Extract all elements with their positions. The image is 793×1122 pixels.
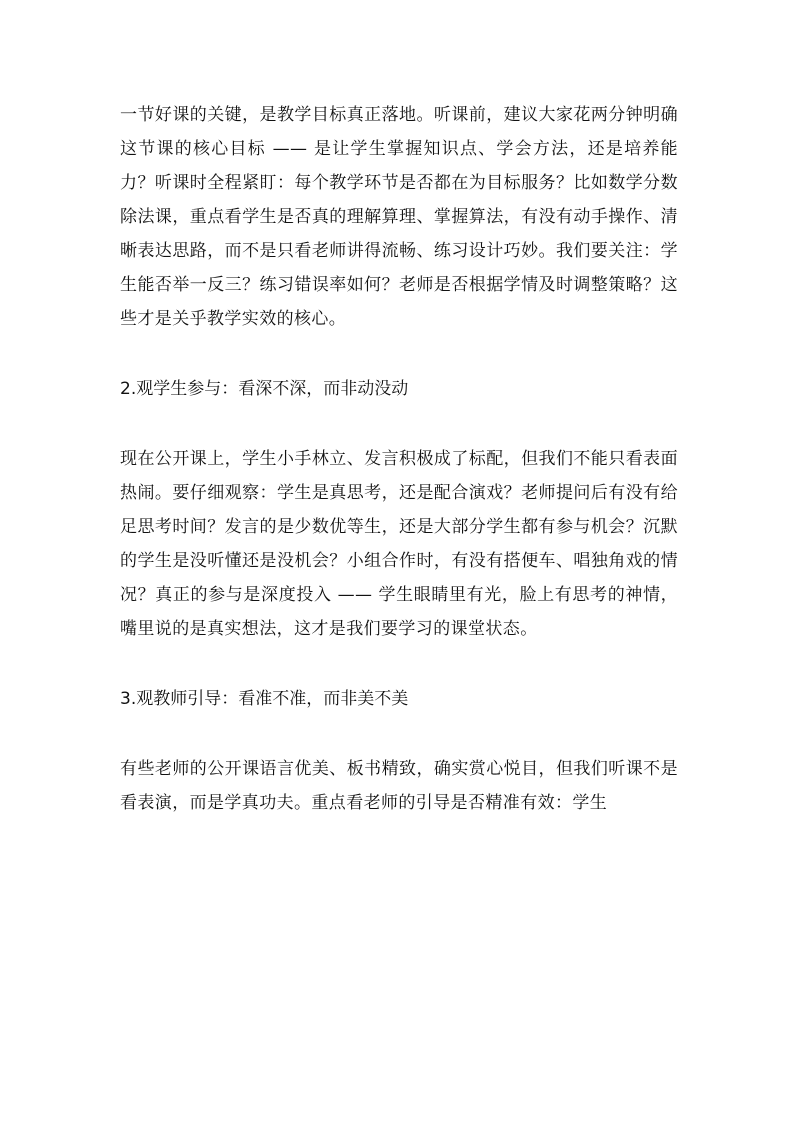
- spacer: [120, 336, 678, 372]
- paragraph-teaching-goals: 一节好课的关键，是教学目标真正落地。听课前，建议大家花两分钟明确这节课的核心目标 —— 是让学生掌握知识点、学会方法，还是培养能力？听课时全程紧盯：每个教学环节是否都在为目标服务？比如数学分数除法课，重点看学生是否真的理解算理、掌握算法，有没有动手操作、清晰表达思路，而不是只看老师讲得流畅、练习设计巧妙。我们要关注：学生能否举一反三？练习错误率如何？老师是否根据学情及时调整策略？这些才是关乎教学实效的核心。: [120, 105, 678, 329]
- spacer: [120, 646, 678, 682]
- paragraph-student-participation: 现在公开课上，学生小手林立、发言积极成了标配，但我们不能只看表面热闹。要仔细观察：学生是真思考，还是配合演戏？老师提问后有没有给足思考时间？发言的是少数优等生，还是大部分学生都有参与机会？沉默的学生是没听懂还是没机会？小组合作时，有没有搭便车、唱独角戏的情况？真正的参与是深度投入 —— 学生眼睛里有光，脸上有思考的神情，嘴里说的是真实想法，这才是我们要学习的课堂状态。: [120, 449, 678, 639]
- spacer: [120, 716, 678, 752]
- heading-teacher-guidance: 3.观教师引导：看准不准，而非美不美: [120, 689, 409, 709]
- heading-student-participation: 2.观学生参与：看深不深，而非动没动: [120, 379, 409, 399]
- document-body: [120, 98, 678, 820]
- paragraph-teacher-guidance: 有些老师的公开课语言优美、板书精致，确实赏心悦目，但我们听课不是看表演，而是学真功夫。重点看老师的引导是否精准有效：学生: [120, 759, 678, 813]
- spacer: [120, 406, 678, 442]
